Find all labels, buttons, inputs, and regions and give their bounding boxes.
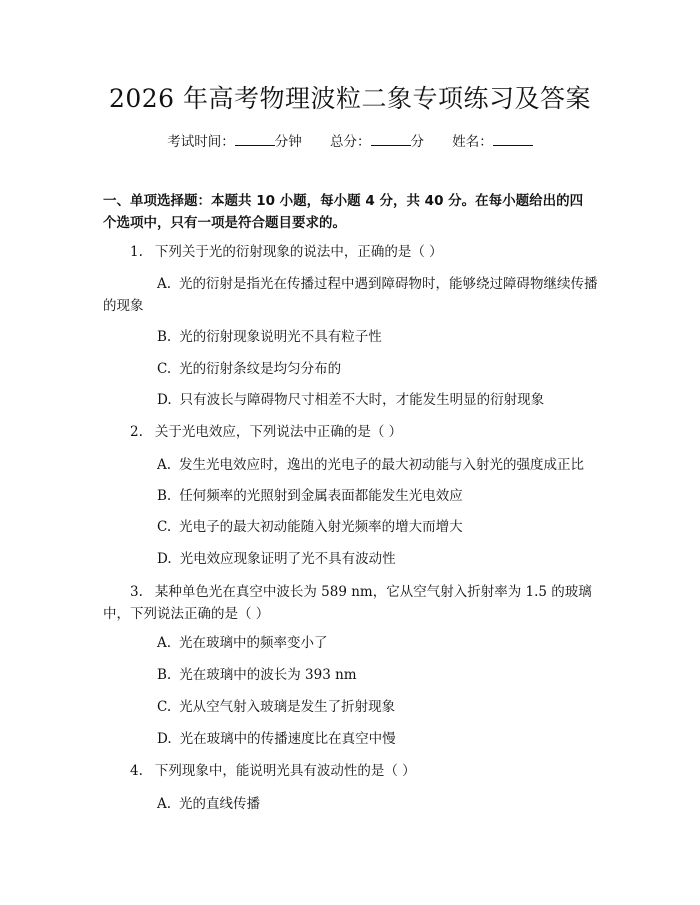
question-text: 某种单色光在真空中波长为 589 nm，它从空气射入折射率为 1.5 的玻璃中，下列说法正确的是（ ） [103, 584, 592, 622]
name-label: 姓名： [452, 134, 493, 150]
question-number: 1. [130, 244, 143, 260]
total-score-blank [371, 133, 411, 146]
option-text: 只有波长与障碍物尺寸相差不大时，才能发生明显的衍射现象 [179, 392, 545, 408]
question-text: 下列现象中，能说明光具有波动性的是（ ） [154, 763, 416, 779]
question-2-option-a [157, 454, 597, 476]
question-3-option-a [157, 632, 597, 654]
option-text: 光在玻璃中的频率变小了 [179, 635, 328, 651]
question-1-option-b [157, 326, 597, 348]
total-score-field [330, 132, 424, 152]
option-letter: B. [157, 667, 172, 683]
question-number: 4. [130, 763, 143, 779]
option-text: 任何频率的光照射到金属表面都能发生光电效应 [179, 488, 463, 504]
question-text: 下列关于光的衍射现象的说法中，正确的是（ ） [154, 244, 443, 260]
option-text: 光电效应现象证明了光不具有波动性 [179, 551, 396, 567]
question-2-option-c [157, 516, 597, 538]
question-2-option-b [157, 485, 597, 507]
total-score-unit: 分 [410, 134, 424, 150]
exam-time-label: 考试时间： [167, 134, 235, 150]
question-1-option-d [157, 389, 597, 411]
option-letter: A. [157, 635, 172, 651]
question-3-option-d [157, 728, 597, 750]
total-score-label: 总分： [330, 134, 371, 150]
option-letter: B. [157, 329, 172, 345]
option-letter: B. [157, 488, 172, 504]
name-field [452, 132, 533, 152]
question-number: 2. [130, 424, 143, 440]
option-text: 光在玻璃中的传播速度比在真空中慢 [179, 731, 396, 747]
option-text: 光在玻璃中的波长为 393 nm [179, 667, 357, 683]
option-letter: C. [157, 519, 172, 535]
question-1-option-a [103, 273, 598, 317]
question-4-option-a [157, 793, 597, 815]
option-text: 光的衍射是指光在传播过程中遇到障碍物时，能够绕过障碍物继续传播的现象 [103, 276, 598, 314]
question-1-stem [130, 241, 600, 263]
option-letter: D. [157, 731, 172, 747]
question-4-stem [130, 760, 600, 782]
exam-time-field [167, 132, 302, 152]
question-2-stem [130, 421, 600, 443]
exam-time-unit: 分钟 [274, 134, 302, 150]
option-letter: A. [157, 796, 172, 812]
option-letter: C. [157, 699, 172, 715]
option-text: 光的衍射条纹是均匀分布的 [179, 361, 342, 377]
exam-info-line [0, 132, 700, 152]
question-3-option-b [157, 664, 597, 686]
question-text: 关于光电效应，下列说法中正确的是（ ） [154, 424, 403, 440]
option-letter: C. [157, 361, 172, 377]
question-2-option-d [157, 548, 597, 570]
option-text: 光的衍射现象说明光不具有粒子性 [179, 329, 382, 345]
section-heading: 一、单项选择题：本题共 10 小题，每小题 4 分，共 40 分。在每小题给出的四个选项中，只有一项是符合题目要求的。 [103, 193, 584, 231]
name-blank [493, 133, 533, 146]
question-1-option-c [157, 358, 597, 380]
option-text: 发生光电效应时，逸出的光电子的最大初动能与入射光的强度成正比 [179, 457, 585, 473]
option-letter: A. [157, 276, 172, 292]
option-letter: D. [157, 392, 172, 408]
page-title: 2026 年高考物理波粒二象专项练习及答案 [108, 84, 592, 113]
question-number: 3. [130, 584, 143, 600]
exam-time-blank [235, 133, 275, 146]
option-text: 光的直线传播 [179, 796, 261, 812]
option-text: 光电子的最大初动能随入射光频率的增大而增大 [179, 519, 463, 535]
option-text: 光从空气射入玻璃是发生了折射现象 [179, 699, 396, 715]
question-3-stem [103, 581, 598, 625]
option-letter: D. [157, 551, 172, 567]
question-3-option-c [157, 696, 597, 718]
option-letter: A. [157, 457, 172, 473]
